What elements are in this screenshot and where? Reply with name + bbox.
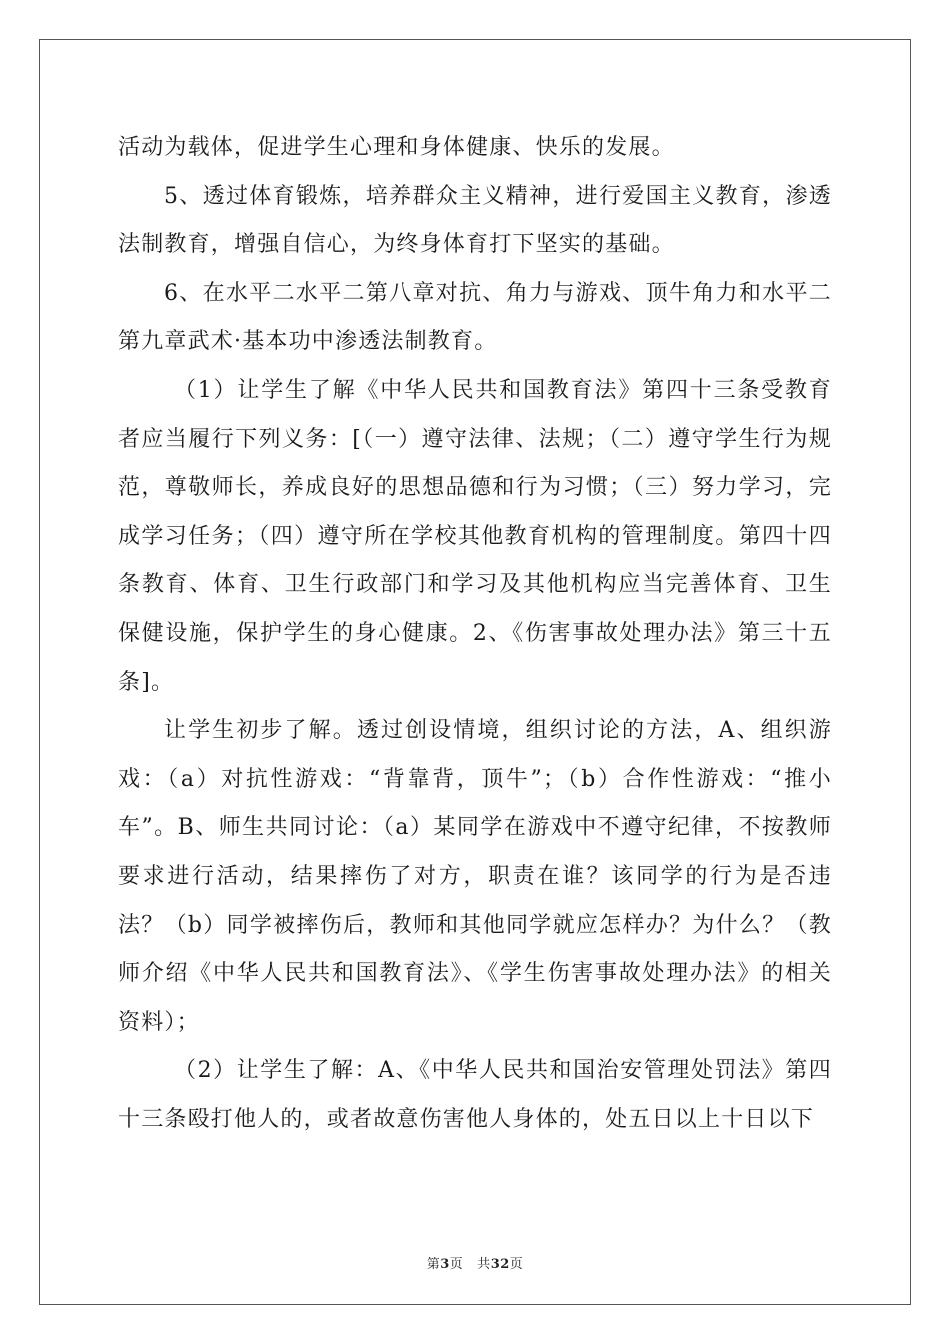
paragraph-6: （2）让学生了解：A、《中华人民共和国治安管理处罚法》第四十三条殴打他人的，或者故意伤害他人身体的，处五日以上十日以下: [118, 1058, 832, 1132]
page-prefix: 第: [426, 1257, 441, 1272]
paragraph-4: （1）让学生了解《中华人民共和国教育法》第四十三条受教育者应当履行下列义务：[（一）遵守法律、法规；（二）遵守学生行为规范，尊敬师长，养成良好的思想品德和行为习惯；（三）努力学习，完成学习任务；（四）遵守所在学校其他教育机构的管理制度。第四十四条教育、体育、卫生行政部门和学习及其他机构应当完善体育、卫生保健设施，保护学生的身心健康。2、《伤害事故处理办法》第三十五条]。: [118, 377, 832, 695]
paragraph-5: 让学生初步了解。透过创设情境，组织讨论的方法，A、组织游戏：（a）对抗性游戏：“背靠背，顶牛”；（b）合作性游戏：“推小车”。B、师生共同讨论：（a）某同学在游戏中不遵守纪律，不按教师要求进行活动，结果摔伤了对方，职责在谁？该同学的行为是否违法？（b）同学被摔伤后，教师和其他同学就应怎样办？为什么？（教师介绍《中华人民共和国教育法》、《学生伤害事故处理办法》的相关资料）；: [118, 718, 832, 1035]
total-pages: 32: [490, 1257, 510, 1272]
page-number: 3: [440, 1257, 450, 1272]
paragraph-3: 6、在水平二水平二第八章对抗、角力与游戏、顶牛角力和水平二第九章武术·基本功中渗透法制教育。: [118, 280, 832, 355]
total-suffix: 页: [509, 1257, 524, 1272]
paragraph-2: 5、透过体育锻炼，培养群众主义精神，进行爱国主义教育，渗透法制教育，增强自信心，为终身体育打下坚实的基础。: [118, 183, 832, 258]
document-body: [118, 124, 832, 1144]
page-suffix: 页: [449, 1257, 464, 1272]
total-prefix: 共: [477, 1257, 491, 1272]
paragraph-1: 活动为载体，促进学生心理和身体健康、快乐的发展。: [118, 135, 675, 160]
page-footer: [0, 1253, 950, 1272]
